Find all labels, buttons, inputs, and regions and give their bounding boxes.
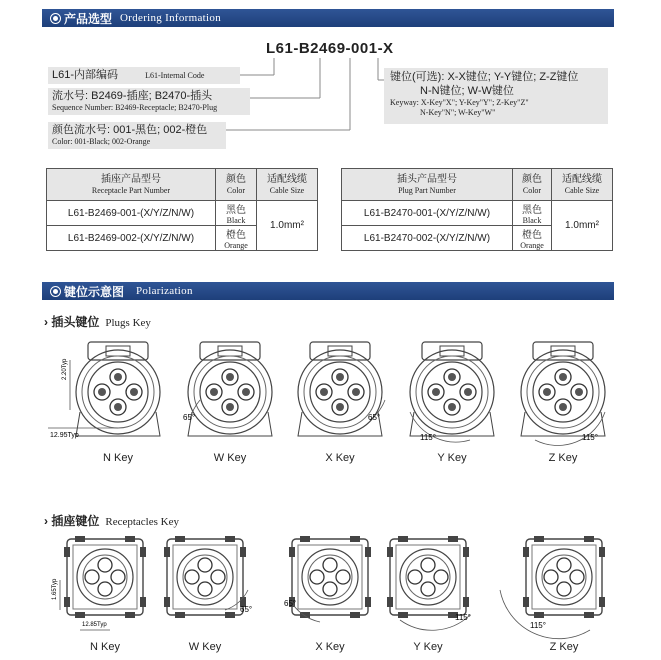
rec-key-label: Z Key xyxy=(549,641,579,653)
cable-size: 1.0mm² xyxy=(552,201,613,251)
internal-code-cn: L61-内部编码 xyxy=(52,69,119,81)
col-en: Plug Part Number xyxy=(398,185,456,195)
plug-y-drawing xyxy=(410,342,494,436)
chevron-right-icon: › xyxy=(44,514,48,528)
color-en: Color: 001-Black; 002-Orange xyxy=(52,137,151,146)
section-title-cn: 产品选型 xyxy=(64,12,113,26)
rec-key-label: N Key xyxy=(90,641,120,653)
plugs-title-cn: 插头键位 xyxy=(51,315,100,329)
plug-z-drawing xyxy=(521,342,605,436)
plug-key-label: Z Key xyxy=(548,452,578,464)
col-en: Cable Size xyxy=(564,185,600,195)
color-cn: 颜色流水号: 001-黑色; 002-橙色 xyxy=(52,124,208,136)
color-en: Orange xyxy=(224,241,248,250)
rec-angle-y: 115° xyxy=(455,613,471,622)
sequence-cn: 流水号: B2469-插座; B2470-插头 xyxy=(52,90,213,102)
col-cn: 适配线缆 xyxy=(562,173,602,185)
col-en: Color xyxy=(522,185,542,195)
section-title-en: Ordering Information xyxy=(120,12,221,24)
keyway-cn2: N-N键位; W-W键位 xyxy=(420,85,514,97)
plug-dim-height: 2.20Typ xyxy=(62,358,68,380)
col-en: Cable Size xyxy=(269,185,305,195)
chevron-right-icon: › xyxy=(44,315,48,329)
col-cn: 插座产品型号 xyxy=(101,173,161,185)
rec-angle-z: 115° xyxy=(530,621,546,630)
color-en: Orange xyxy=(520,241,544,250)
part-number: L61-B2470-001-(X/Y/Z/N/W) xyxy=(342,201,513,226)
plug-angle-y: 115° xyxy=(420,433,436,442)
col-cn: 颜色 xyxy=(226,173,246,185)
plug-angle-w: 65° xyxy=(183,413,196,422)
plug-w-drawing xyxy=(188,342,272,436)
plug-n-drawing xyxy=(76,342,160,436)
color-cn: 黑色 xyxy=(226,205,246,216)
internal-code-en: L61-Internal Code xyxy=(145,71,205,80)
rec-dim-width: 12.85Typ xyxy=(82,622,107,628)
plug-key-label: N Key xyxy=(103,452,133,464)
col-en: Receptacle Part Number xyxy=(91,185,171,195)
receptacles-title-en: Receptacles Key xyxy=(105,516,179,528)
color-cn: 黑色 xyxy=(522,205,542,216)
keyway-en1: Keyway: X-Key"X"; Y-Key"Y"; Z-Key"Z" xyxy=(390,98,529,107)
part-code: L61-B2469-001-X xyxy=(266,40,394,57)
keyway-en2: N-Key"N"; W-Key"W" xyxy=(420,108,496,117)
plugs-title-en: Plugs Key xyxy=(105,317,151,329)
part-number: L61-B2469-002-(X/Y/Z/N/W) xyxy=(47,226,216,251)
col-en: Color xyxy=(226,185,246,195)
color-cn: 橙色 xyxy=(522,230,542,241)
rec-dim-height: 1.65Typ xyxy=(52,578,58,600)
color-en: Black xyxy=(226,216,246,225)
rec-z-drawing xyxy=(523,536,605,618)
rec-key-label: W Key xyxy=(188,641,222,653)
rec-n-drawing xyxy=(64,536,146,618)
rec-key-label: Y Key xyxy=(413,641,443,653)
rec-x-drawing xyxy=(289,536,371,618)
keyway-cn1: 键位(可选): X-X键位; Y-Y键位; Z-Z键位 xyxy=(390,71,579,83)
col-cn: 颜色 xyxy=(522,173,542,185)
plug-key-label: W Key xyxy=(213,452,247,464)
rec-angle-w: 65° xyxy=(240,605,253,614)
plug-key-label: Y Key xyxy=(437,452,467,464)
plug-angle-z: 115° xyxy=(582,433,598,442)
plug-dim-width: 12.95Typ xyxy=(50,432,79,439)
part-number: L61-B2470-002-(X/Y/Z/N/W) xyxy=(342,226,513,251)
col-cn: 适配线缆 xyxy=(267,173,307,185)
receptacles-title-cn: 插座键位 xyxy=(51,514,100,528)
rec-angle-x: 65° xyxy=(284,599,297,608)
rec-y-drawing xyxy=(387,536,469,618)
section-title-cn: 键位示意图 xyxy=(64,285,125,299)
plug-angle-x: 65° xyxy=(368,413,381,422)
color-cn: 橙色 xyxy=(226,230,246,241)
part-number: L61-B2469-001-(X/Y/Z/N/W) xyxy=(47,201,216,226)
plug-key-label: X Key xyxy=(325,452,355,464)
sequence-en: Sequence Number: B2469-Receptacle; B2470-Plug xyxy=(52,103,218,112)
rec-key-label: X Key xyxy=(315,641,345,653)
color-en: Black xyxy=(522,216,542,225)
col-cn: 插头产品型号 xyxy=(397,173,457,185)
cable-size: 1.0mm² xyxy=(257,201,318,251)
section-title-en: Polarization xyxy=(136,285,193,297)
